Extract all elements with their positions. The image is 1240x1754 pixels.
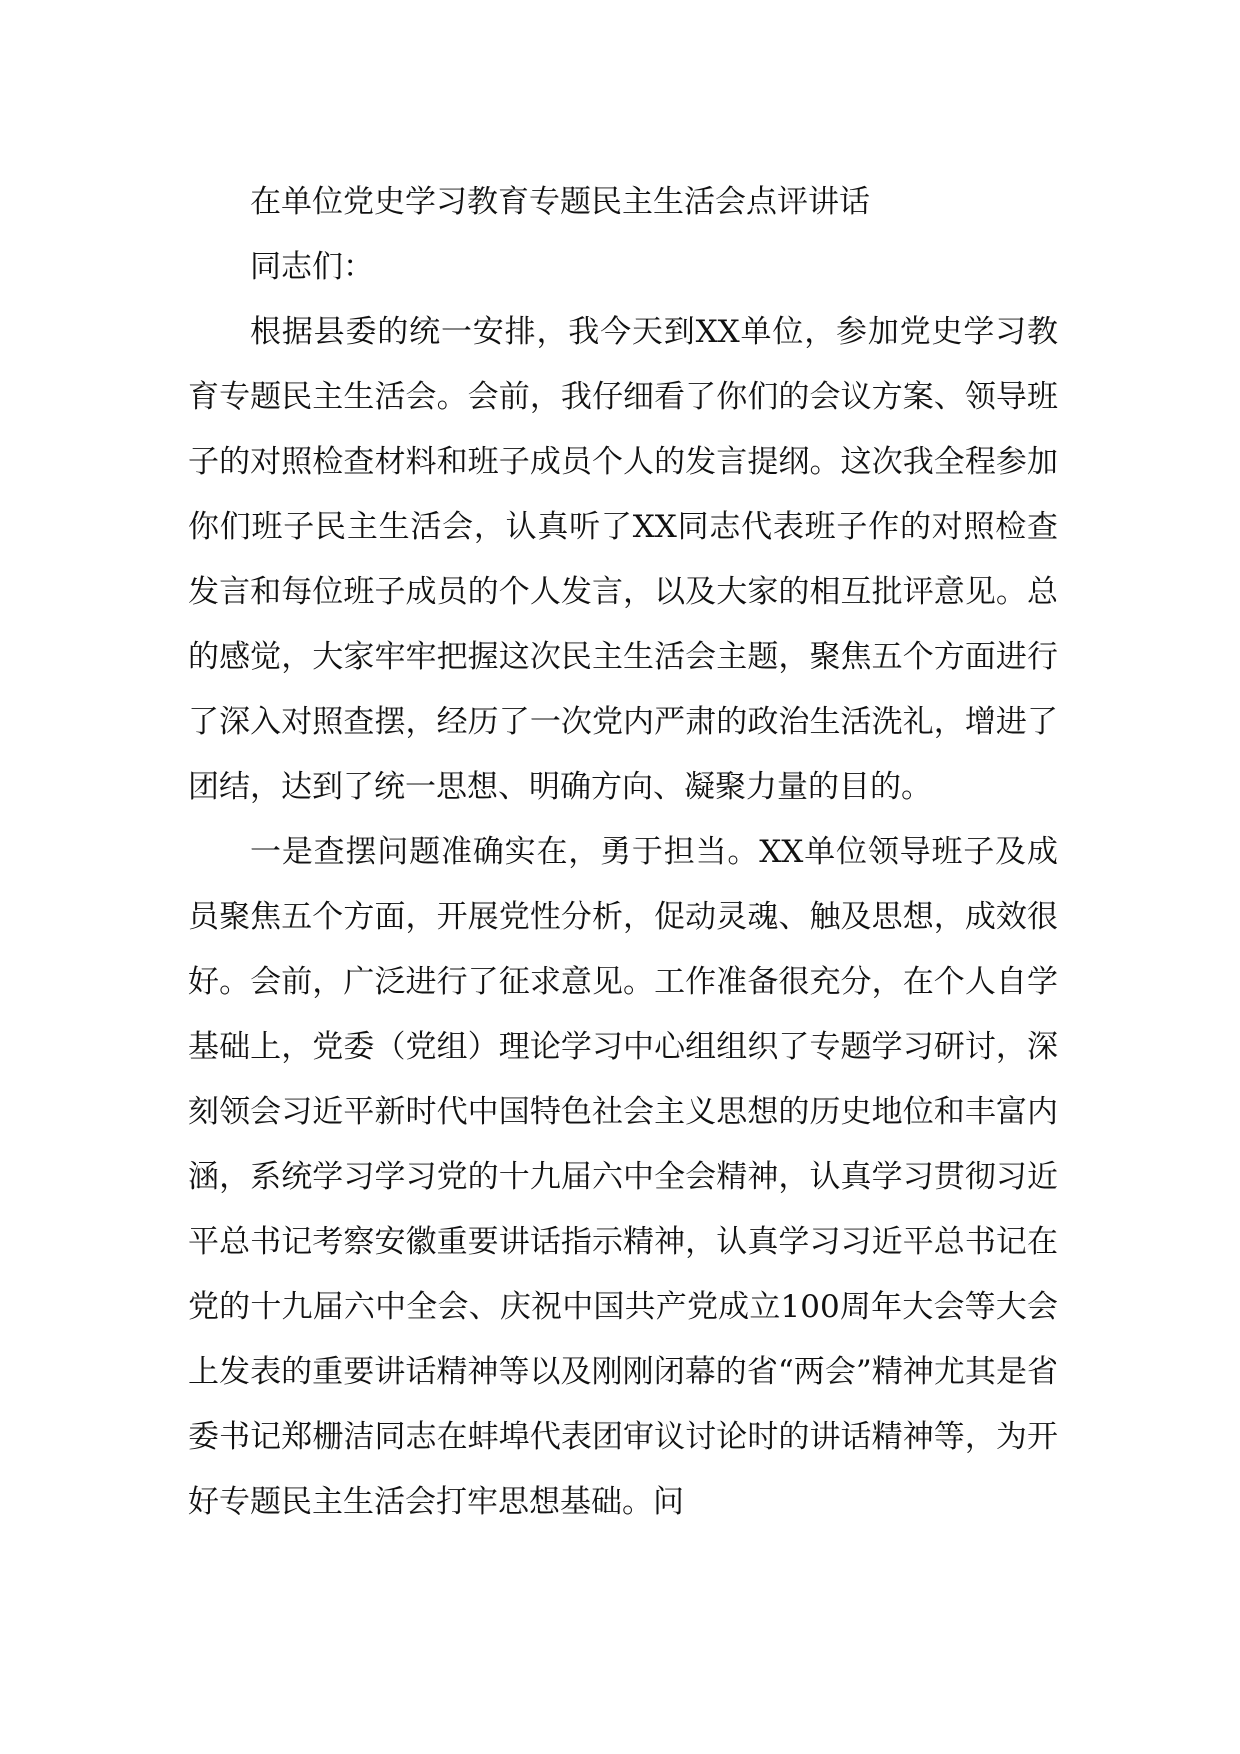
document-body (188, 170, 1058, 1535)
salutation: 同志们： (250, 249, 374, 285)
paragraph-2: 一是查摆问题准确实在，勇于担当。XX单位领导班子及成员聚焦五个方面，开展党性分析，促动灵魂、触及思想，成效很好。会前，广泛进行了征求意见。工作准备很充分，在个人自学基础上，党委（党组）理论学习中心组组织了专题学习研讨，深刻领会习近平新时代中国特色社会主义思想的历史地位和丰富内涵，系统学习学习党的十九届六中全会精神，认真学习贯彻习近平总书记考察安徽重要讲话指示精神，认真学习习近平总书记在党的十九届六中全会、庆祝中国共产党成立100周年大会等大会上发表的重要讲话精神等以及刚刚闭幕的省“两会”精神尤其是省委书记郑栅洁同志在蚌埠代表团审议讨论时的讲话精神等，为开好专题民主生活会打牢思想基础。问 (188, 834, 1058, 1520)
paragraph-1: 根据县委的统一安排，我今天到XX单位，参加党史学习教育专题民主生活会。会前，我仔细看了你们的会议方案、领导班子的对照检查材料和班子成员个人的发言提纲。这次我全程参加你们班子民主生活会，认真听了XX同志代表班子作的对照检查发言和每位班子成员的个人发言，以及大家的相互批评意见。总的感觉，大家牢牢把握这次民主生活会主题，聚焦五个方面进行了深入对照查摆，经历了一次党内严肃的政治生活洗礼，增进了团结，达到了统一思想、明确方向、凝聚力量的目的。 (188, 314, 1058, 805)
document-title: 在单位党史学习教育专题民主生活会点评讲话 (250, 184, 870, 220)
